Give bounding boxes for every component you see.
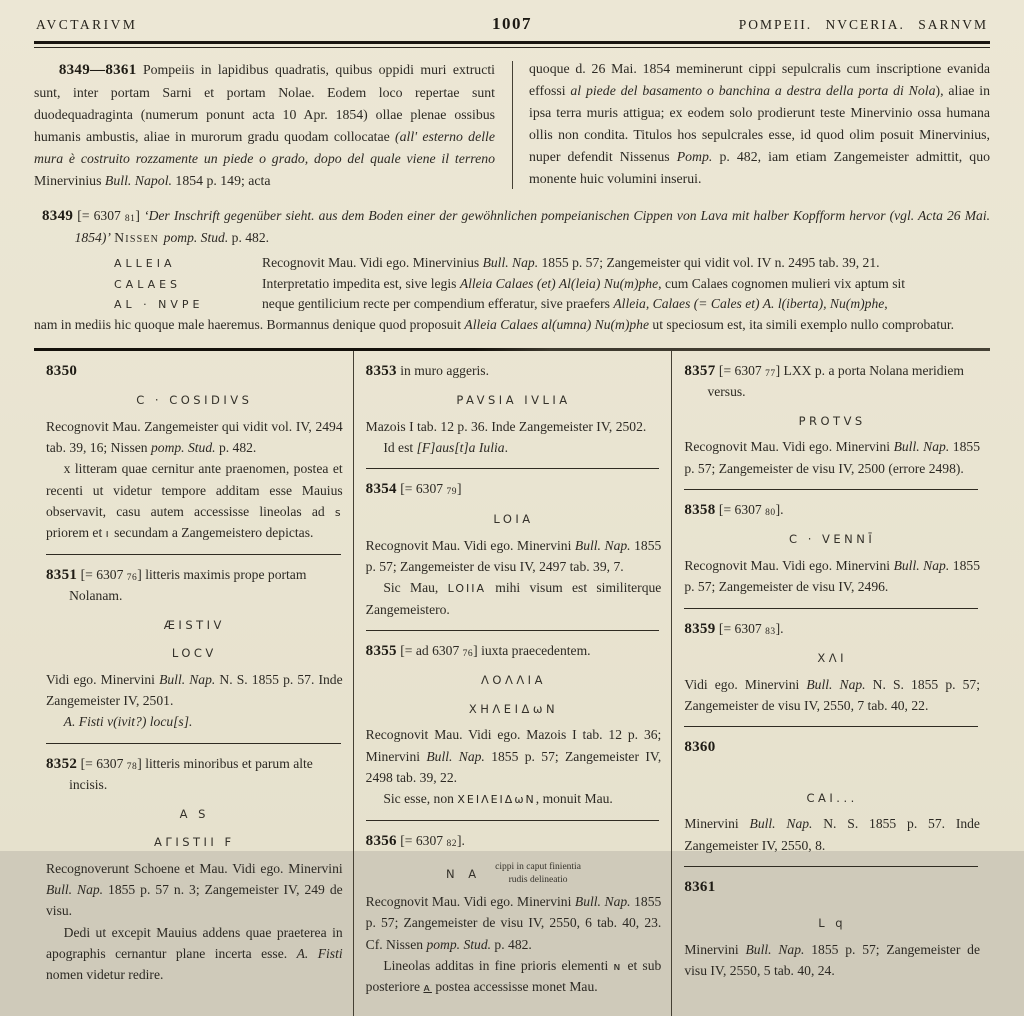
inscription-text: LOCV [171, 646, 217, 661]
inscription-text: ÆISTIV [163, 617, 225, 632]
text-run: [= 6307 [73, 208, 125, 224]
entry-headline [366, 360, 662, 383]
commentary-paragraph [684, 436, 980, 479]
entry-separator-rule [366, 468, 660, 469]
entry-8356 [366, 830, 662, 998]
entry-8358 [684, 499, 980, 598]
inscription-text: PROTVS [798, 413, 866, 428]
text-run: Bull. Nap. [893, 439, 950, 455]
text-run: [= 6307 [715, 620, 766, 636]
text-run: 82 [446, 838, 457, 849]
text-run: N. S. 1855 p. 57; Zangemeister de visu IV, 2550, 7 tab. 40, 22. [684, 676, 980, 713]
text-run: [= 6307 [396, 832, 447, 848]
text-run: ] [135, 208, 145, 224]
text-run: [= 6307 [396, 481, 447, 497]
text-run: 1855 p. 57; Zangemeister IV, 2498 tab. 39, 22. [365, 748, 662, 786]
text-run: Nissen [114, 229, 164, 245]
text-run: 79 [446, 487, 457, 498]
intro-left-column [34, 58, 495, 192]
text-run: ʻDer Inschrift gegenüber sieht. aus dem Boden einer der gewöhnlichen pompeianischen Cippen von Lava mit halber Kopfform hervor (vgl. Acta 26 Mai. 1854)ʼ [74, 208, 990, 245]
entry-headline [684, 618, 980, 641]
text-run: ] iuxta praecedentem. [473, 642, 591, 658]
text-run: Interpretatio impedita est, sive legis [262, 275, 460, 291]
text-run: , [884, 295, 888, 311]
text-run: Sic esse, non [383, 791, 458, 807]
text-run: 1855 p. 57; Zangemeister de visu IV, 2550, 6 tab. 40, 23. Cf. Nissen [365, 893, 662, 952]
commentary-paragraph [684, 939, 980, 982]
commentary-paragraph [366, 437, 662, 458]
inscription-label: CALAES [114, 277, 182, 291]
text-run: 8349—8361 [58, 62, 137, 78]
text-run: Bull. Nap. [893, 557, 950, 573]
entry-columns [34, 351, 990, 1016]
column-right [671, 351, 990, 1016]
commentary-paragraph [366, 891, 662, 955]
commentary-paragraph [46, 416, 343, 459]
text-run: Alleia Calaes al(umna) Nu(m)phe [464, 317, 650, 333]
text-run: Bull. Nap. [159, 671, 216, 687]
entry-separator-rule [366, 630, 660, 631]
text-run: Pomp. [676, 149, 713, 165]
commentary-paragraph [366, 788, 662, 809]
text-run: ]. [775, 501, 784, 517]
text-run: Bull. Nap. [482, 255, 539, 271]
entry-separator-rule [46, 743, 341, 744]
text-run: 1854 p. 149; acta [171, 173, 271, 189]
text-run: 8357 [684, 362, 716, 379]
text-run: Recognovit Mau. Vidi ego. Minervini [684, 439, 894, 455]
entry-8355 [366, 640, 662, 810]
text-run: LOIIA [447, 582, 486, 596]
text-run: 8353 [365, 362, 397, 379]
text-run: 1855 p. 57; Zangemeister de visu IV, 2497 tab. 39, 7. [365, 537, 662, 574]
inscription-text: ΧΗΛΕΙΔωΝ [468, 701, 559, 716]
text-run: 1855 p. 57; Zangemeister de visu IV, 2500 (errore 2498). [684, 439, 980, 476]
text-run: Recognovit Mau. Zangemeister qui vidit vol. IV, 2494 tab. 39, 16; Nissen [46, 418, 343, 456]
text-run: Minervinius [34, 173, 105, 189]
text-run: Vidi ego. Minervini [684, 676, 807, 692]
entry-8357 [684, 360, 980, 479]
text-run: ] litteris minoribus et parum alte incisis. [69, 755, 313, 793]
text-run: 8352 [46, 755, 78, 772]
text-run: N. S. 1855 p. 57. Inde Zangemeister IV, 2550, 8. [684, 816, 980, 853]
text-run: neque gentilicium recte per compendium efferatur, sive praefers [262, 295, 614, 311]
text-run: in muro aggeris. [396, 362, 489, 378]
text-run: Sic Mau, [383, 580, 448, 596]
text-run: x litteram quae cernitur ante praenomen, postea et recenti ut videtur tempore additam esse Mauius observavit, casu autem accessisse lineolas ad [46, 461, 343, 520]
text-run: 80 [765, 507, 776, 518]
text-run: N. S. 1855 p. 57. Inde Zangemeister IV, 2501. [46, 671, 343, 709]
entry-8349-headline [42, 205, 990, 248]
text-run: Bull. Nap. [745, 942, 805, 958]
commentary-paragraph [46, 669, 343, 712]
commentary-text [262, 294, 990, 314]
text-run: [= 6307 [715, 362, 766, 378]
inscription-label: ALLEIA [114, 257, 176, 271]
text-run: ]. [456, 832, 465, 848]
text-run: 8358 [684, 501, 716, 518]
annotation-line: rudis delineatio [508, 874, 568, 885]
inscription-text: C · VENNĪ [789, 532, 876, 547]
commentary-paragraph [684, 674, 980, 717]
text-run: 1855 p. 57; Zangemeister de visu IV, 2550, 5 tab. 40, 24. [684, 942, 980, 979]
inscription-label: AL · NVPE [114, 297, 204, 311]
text-run: postea accessisse monet Mau. [431, 979, 598, 995]
text-run: Lineolas additas in fine prioris elementi [383, 957, 614, 973]
text-run: [= 6307 [715, 501, 766, 517]
inscription-text: PAVSIA IVLIA [456, 393, 571, 408]
inscription-text: L q [818, 916, 847, 931]
text-run: Vidi ego. Minervini [46, 671, 160, 687]
text-run: ] LXX p. a porta Nolana meridiem versus. [707, 362, 964, 400]
text-run: quoque d. 26 Mai. 1854 meminerunt cippi sepulcralis cum inscriptione evanida effossi [529, 61, 990, 99]
text-run: pomp. Stud. [426, 936, 492, 952]
text-run: ]. [775, 620, 784, 636]
text-run: mihi visum est similiterque Zangemeistero. [365, 580, 662, 617]
entry-8349-row [34, 274, 990, 294]
entry-8349-row [34, 253, 990, 273]
text-run: al piede del basamento o banchina a destra della porta di Nola [570, 83, 936, 99]
entry-headline [366, 830, 662, 853]
entry-8350 [46, 360, 343, 544]
inscription-annotation [495, 861, 581, 886]
text-run: Bull. Nap. [749, 816, 813, 832]
text-run: 8361 [684, 878, 716, 895]
entry-headline [684, 736, 980, 759]
text-run: 81 [124, 214, 136, 225]
text-run: , monuit Mau. [535, 791, 613, 807]
text-run: , cum Calaes cognomen mulieri vix aptum sit [658, 275, 906, 291]
entry-8354 [366, 478, 662, 619]
text-run: A. Fisti v(ivit?) locu[s]. [63, 714, 193, 730]
text-run: Recognovit Mau. Vidi ego. Minervini [684, 557, 894, 573]
text-run: nam in mediis hic quoque male haeremus. Bormannus denique quod proposuit [34, 317, 465, 333]
text-run: Minervini [684, 816, 750, 832]
header-locality-title: POMPEII. NVCERIA. SARNVM [738, 17, 988, 32]
text-run: Bull. Nap. [46, 882, 104, 898]
entry-8359 [684, 618, 980, 717]
entry-headline [684, 499, 980, 522]
text-run: ɴ [613, 959, 623, 973]
text-run: Recognoverunt Schoene et Mau. Vidi ego. Minervini [46, 860, 343, 876]
text-run: 1855 p. 57; Zangemeister de visu IV, 2496. [684, 557, 980, 595]
text-run: 1855 p. 57; Zangemeister qui vidit vol. IV n. 2495 tab. 39, 21. [538, 255, 880, 271]
intro-section [34, 58, 990, 192]
text-run: 8354 [365, 481, 397, 498]
text-run: ᴀ [423, 981, 432, 995]
text-run: p. 482. [491, 936, 532, 952]
commentary-paragraph [366, 955, 662, 998]
text-run: 8359 [684, 620, 716, 637]
text-run: p. 482. [215, 440, 257, 456]
commentary-text [262, 253, 990, 273]
commentary-paragraph [366, 724, 662, 788]
entry-8351 [46, 564, 343, 733]
text-run: Bull. Nap. [426, 748, 485, 764]
commentary-paragraph [366, 535, 662, 578]
text-run: Id est [383, 440, 417, 456]
text-run: priorem et [46, 525, 106, 541]
commentary-paragraph [684, 813, 980, 856]
text-run: Recognovit Mau. Vidi ego. Minervini [365, 893, 575, 909]
entry-headline [684, 876, 980, 899]
entry-separator-rule [366, 820, 660, 821]
text-run: Dedi ut excepit Mauius addens quae praeterea in apographis cernantur plane incerta esse. [46, 924, 343, 962]
entry-8361 [684, 876, 980, 982]
text-run: Pompeiis in lapidibus quadratis, quibus oppidi muri extructi sunt, inter portam Sarni et portam Nolae. Eodem loco repertae sunt duodequadraginta (numerum ponunt acta 10 Apr. 1854) ollae plenae ossibus humanis ambustis, aliae in murorum gradu quodam collocatae [34, 62, 495, 145]
text-run: 76 [126, 572, 138, 583]
text-run: 76 [462, 648, 474, 659]
inscription-text: A S [179, 806, 209, 821]
text-run: nomen videtur redire. [46, 967, 164, 983]
text-run: ı [105, 527, 111, 541]
text-run: Recognovit Mau. Vidi ego. Minervini [365, 537, 575, 553]
entry-separator-rule [684, 726, 978, 727]
text-run: s [334, 506, 343, 520]
intro-right-column [529, 58, 990, 192]
commentary-paragraph [46, 458, 343, 543]
commentary-paragraph [684, 555, 980, 598]
entry-8349-row [34, 294, 990, 314]
text-run: 8356 [365, 832, 397, 849]
text-run: A. Fisti [296, 946, 343, 962]
text-run: Bull. Nap. [574, 893, 631, 909]
entry-8353 [366, 360, 662, 459]
commentary-text [262, 274, 990, 294]
text-run: pomp. Stud. [163, 229, 229, 245]
inscription-line-with-note [366, 861, 662, 886]
text-run: Alleia, Calaes (= Cales et) A. l(iberta), Nu(m)phe [613, 295, 885, 311]
commentary-paragraph [46, 711, 343, 732]
text-run: 8351 [46, 566, 78, 583]
text-run: 1855 p. 57 n. 3; Zangemeister IV, 249 de visu. [46, 882, 343, 919]
text-run: p. 482, iam etiam Zangemeister admittit, quo monente huic volumini inserui. [529, 149, 990, 187]
commentary-paragraph [46, 922, 343, 986]
text-run: Alleia Calaes (et) Al(leia) Nu(m)phe [459, 275, 659, 291]
inscription-text: CAI... [806, 790, 858, 805]
entry-separator-rule [46, 554, 341, 555]
text-run: ] litteris maximis prope portam Nolanam. [69, 566, 307, 604]
inscription-text: ΛΟΛΛΙΑ [481, 673, 546, 688]
text-run: . [504, 440, 508, 456]
commentary-paragraph [366, 416, 662, 437]
commentary-paragraph [46, 858, 343, 922]
text-run: [= 6307 [77, 566, 127, 582]
entry-headline [684, 360, 980, 403]
annotation-line: cippi in caput finientia [495, 862, 581, 873]
inscription-text: AΓISTII F [154, 835, 235, 850]
text-run: 83 [765, 626, 776, 637]
text-run: [F]aus[t]a Iulia [416, 440, 505, 456]
commentary-paragraph [366, 577, 662, 620]
text-run: pomp. Stud. [150, 440, 216, 456]
text-run: ] [456, 481, 462, 497]
text-run: Bull. Napol. [104, 173, 172, 189]
entry-headline [46, 360, 343, 383]
entry-8352 [46, 753, 343, 986]
entry-headline [366, 640, 662, 663]
text-run: ), aliae in ipsa terra muris attigua; ex eodem solo prodierunt teste Minervinio ossa humana ollis non condita. Titulos hos sepulcrales esse, id quod olim posuit Minervinius, nuper defendit Nissenus [529, 83, 991, 165]
text-run: Recognovit Mau. Vidi ego. Minervinius [262, 255, 483, 271]
inscription-text: LOIA [493, 511, 534, 526]
text-run: Mazois I tab. 12 p. 36. Inde Zangemeister IV, 2502. [365, 418, 647, 434]
entry-8349-continuation [34, 315, 990, 335]
inscription-text: ΧΛΙ [817, 651, 847, 666]
text-run: [= 6307 [77, 755, 127, 771]
text-run: (all' esterno delle mura è costruito rozzamente un piede o grado, dopo del quale viene il terreno [34, 129, 495, 167]
column-left [34, 351, 353, 1016]
text-run: Bull. Nap. [574, 537, 631, 553]
entry-separator-rule [684, 608, 978, 609]
entry-separator-rule [684, 489, 978, 490]
entry-headline [366, 478, 662, 501]
entry-8360 [684, 736, 980, 856]
text-run: 8355 [365, 642, 397, 659]
text-run: Bull. Nap. [806, 676, 866, 692]
entry-headline [46, 564, 343, 607]
text-run: secundam a Zangemeistero depictas. [110, 525, 314, 541]
text-run: 8350 [46, 362, 78, 379]
header-section-title: AVCTARIVM [36, 17, 138, 32]
entry-8349 [34, 205, 990, 335]
column-middle [353, 351, 672, 1016]
text-run: Recognovit Mau. Vidi ego. Mazois I tab. 12 p. 36; Minervini [365, 727, 662, 764]
entry-headline [46, 753, 343, 796]
entry-separator-rule [684, 866, 978, 867]
text-run: 78 [126, 761, 138, 772]
header-rule [34, 41, 990, 48]
text-run: ut speciosum est, ita simili exemplo nullo comprobatur. [649, 317, 955, 333]
text-run: et sub posteriore [365, 957, 662, 995]
running-header [34, 8, 990, 38]
text-run: [= ad 6307 [396, 642, 463, 658]
text-run: Minervini [684, 942, 746, 958]
text-run: 8349 [42, 208, 74, 225]
text-run: 8360 [684, 739, 716, 756]
inscription-text: C · COSIDIVS [136, 393, 253, 408]
text-run: ΧΕΙΛΕΙΔωΝ [457, 793, 536, 807]
text-run: 77 [765, 368, 776, 379]
inscription-text: N A [446, 866, 482, 881]
page-number: 1007 [492, 14, 532, 33]
text-run: p. 482. [228, 229, 270, 245]
